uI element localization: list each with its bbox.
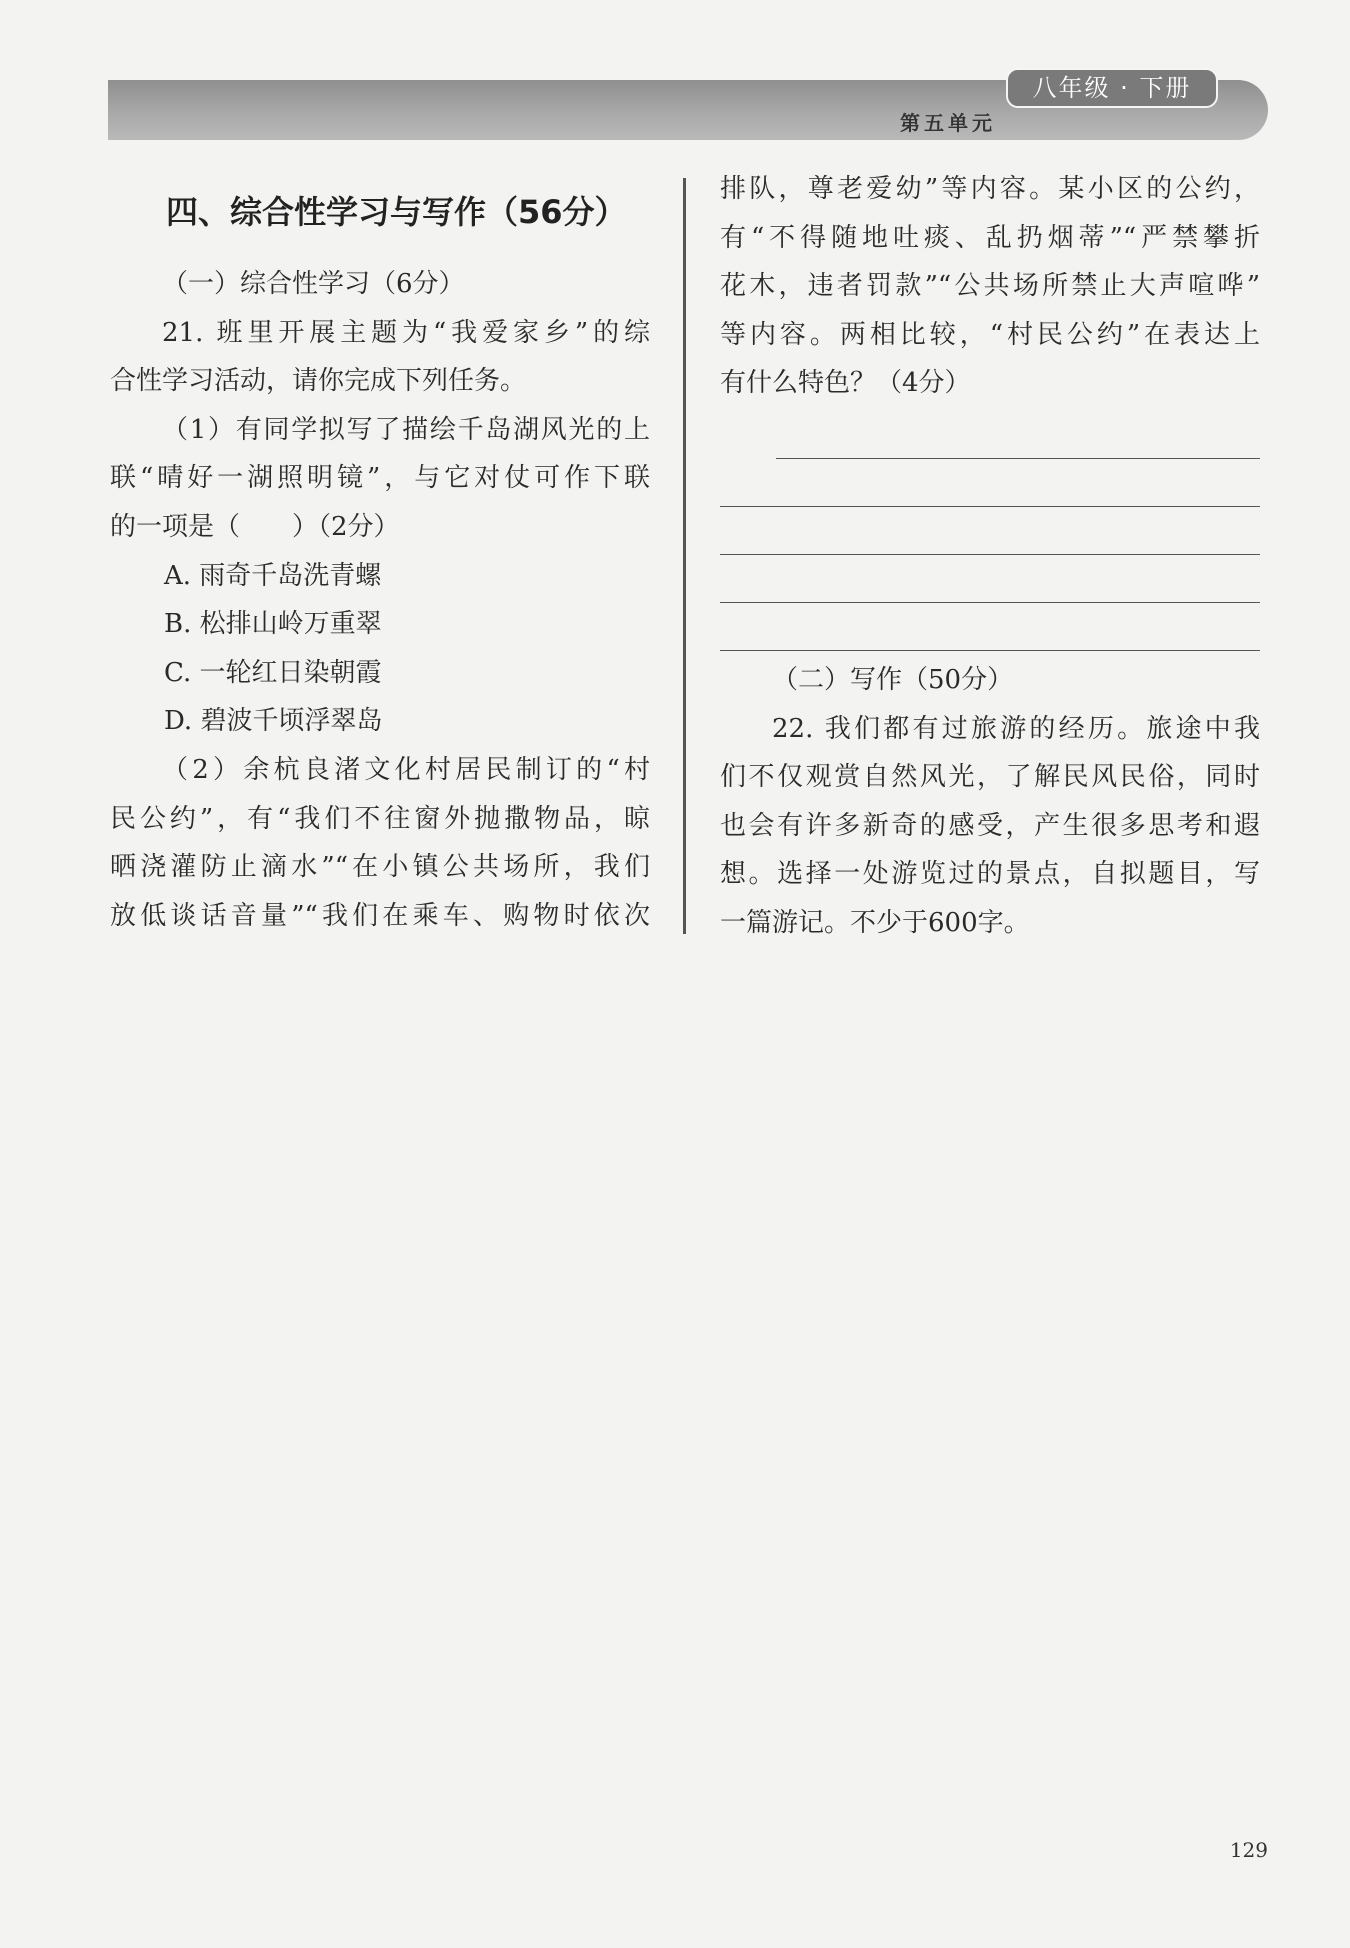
answer-line[interactable]	[720, 554, 1260, 555]
q22-line: 22. 我们都有过旅游的经历。旅途中我	[772, 713, 1260, 744]
q21-2-line: 晒浇灌防止滴水”“在小镇公共场所，我们	[110, 852, 650, 883]
grade-badge: 八年级 · 下册	[1006, 68, 1218, 108]
q21-2-cont-line: 有“不得随地吐痰、乱扔烟蒂”“严禁攀折	[720, 222, 1260, 253]
option-c: C. 一轮红日染朝霞	[164, 657, 382, 688]
option-d: D. 碧波千顷浮翠岛	[164, 706, 383, 737]
subsection-heading: （一）综合性学习（6分）	[162, 269, 465, 299]
q21-2-line: 放低谈话音量”“我们在乘车、购物时依次	[110, 900, 650, 931]
q21-1-line: 的一项是（ ）（2分）	[110, 511, 400, 542]
q21-2-line: （2）余杭良渚文化村居民制订的“村	[162, 754, 650, 785]
answer-line[interactable]	[720, 650, 1260, 651]
q21-2-cont-line: 排队，尊老爱幼”等内容。某小区的公约，	[720, 174, 1260, 204]
left-column	[110, 190, 650, 940]
option-b: B. 松排山岭万重翠	[164, 609, 382, 640]
q21-2-cont-line: 等内容。两相比较，“村民公约”在表达上	[720, 319, 1260, 350]
q21-line: 合性学习活动，请你完成下列任务。	[110, 366, 527, 397]
q21-2-cont-line: 有什么特色？（4分）	[720, 368, 971, 399]
q22-line: 也会有许多新奇的感受，产生很多思考和遐	[720, 810, 1260, 841]
answer-line[interactable]	[720, 506, 1260, 507]
q21-line: 21. 班里开展主题为“我爱家乡”的综	[162, 317, 650, 348]
answer-lines[interactable]	[720, 416, 1260, 656]
subsection-heading: （二）写作（50分）	[772, 664, 1014, 695]
q21-2-line: 民公约”，有“我们不往窗外抛撒物品，晾	[110, 803, 650, 834]
q22-line: 想。选择一处游览过的景点，自拟题目，写	[720, 859, 1260, 890]
column-divider	[683, 178, 686, 934]
option-a: A. 雨奇千岛洗青螺	[164, 560, 382, 591]
answer-line[interactable]	[776, 458, 1260, 459]
answer-line[interactable]	[720, 602, 1260, 603]
q21-1-line: （1）有同学拟写了描绘千岛湖风光的上	[162, 414, 650, 445]
q22-line: 一篇游记。不少于600字。	[720, 907, 1030, 938]
page-number: 129	[1229, 1838, 1268, 1862]
section-title: 四、综合性学习与写作（56分）	[166, 193, 627, 231]
q22-line: 们不仅观赏自然风光，了解民风民俗，同时	[720, 762, 1260, 793]
q21-2-cont-line: 花木，违者罚款”“公共场所禁止大声喧哗”	[720, 271, 1260, 302]
q21-1-line: 联“晴好一湖照明镜”，与它对仗可作下联	[110, 463, 650, 494]
right-column	[720, 165, 1260, 948]
unit-label: 第五单元	[900, 111, 996, 135]
